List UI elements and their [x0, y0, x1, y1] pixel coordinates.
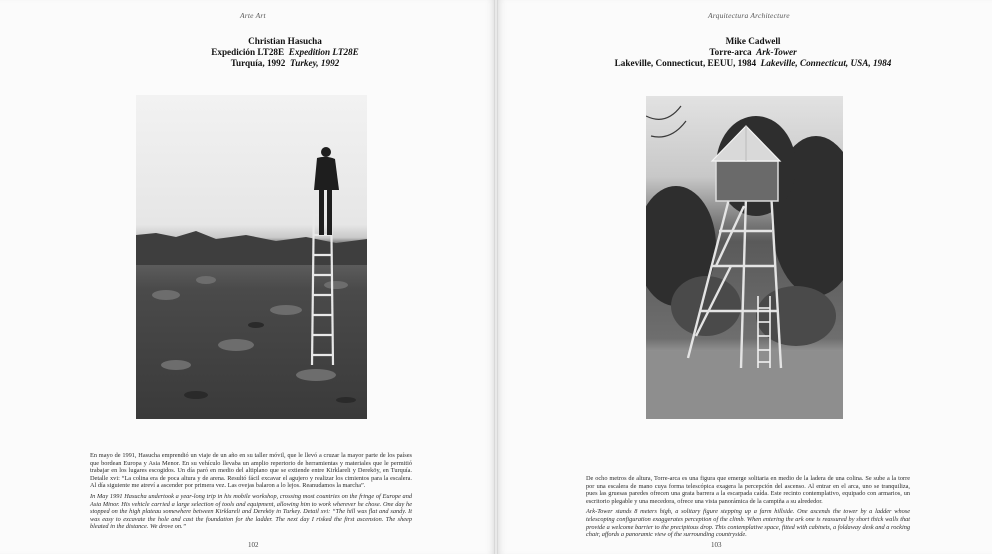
work-title-en: Expedition LT28E	[288, 47, 359, 57]
text-english: Ark-Tower stands 8 meters high, a solitary figure stepping up a farm hillside. One ascends the tower by a ladder whose telescoping configuration exaggerates perception of the climb. When entering the ark one is reassured by short thick walls that provide a welcome barrier to the precipitous drop. This contemplative space, fitted with cabinets, a foldaway desk and a rocking chair, affords a panoramic view of the surrounding countryside.	[586, 508, 910, 539]
page-number: 103	[711, 541, 722, 549]
running-head: Arquitectura Architecture	[708, 11, 790, 20]
photo-caption	[100, 36, 470, 69]
photo-ark-tower	[646, 96, 843, 419]
body-text	[90, 452, 412, 531]
artist-name: Christian Hasucha	[248, 36, 322, 46]
text-english: In May 1991 Hasucha undertook a year-long trip in his mobile workshop, crossing most countries on the fringe of Europe and Asia Minor. His vehicle carried a large selection of tools and equipment, allowing him to work wherever he chose. One day he stopped on the high plateau somewhere between Kirklareli and Dereköy in Turkey. Detail xvi: “The hill was flat and sandy. It was easy to excavate the hole and cast the foundation for the ladder. The next day I risked the first ascension. The sheep bleated in the distance. We drove on.”	[90, 492, 412, 531]
left-page	[0, 0, 495, 554]
work-place-en: Lakeville, Connecticut, USA, 1984	[760, 58, 892, 68]
photo-caption	[578, 36, 928, 69]
work-place-en: Turkey, 1992	[289, 58, 340, 68]
body-text	[586, 475, 910, 539]
work-place-es: Lakeville, Connecticut, EEUU, 1984	[614, 58, 757, 68]
photo-man-on-ladder	[136, 95, 367, 419]
work-title-es: Expedición LT28E	[211, 47, 285, 57]
work-place	[578, 58, 928, 69]
text-spanish: En mayo de 1991, Hasucha emprendió un viaje de un año en su taller móvil, que le llevó a cruzar la mayor parte de los países que bordean Europa y Asia Menor. En su vehículo llevaba un amplio repertorio de herramientas y materiales que le permitió trabajar en los lugares escogidos. Un día paró en medio del altiplano que se extiende entre Kirklareli y Dereköy, en Turquía. Detalle xvi: “La colina era de poca altura y de arena. Resultó fácil excavar el agujero y realizar los cimientos para la escalera. Al día siguiente me atreví a ascender por primera vez. Las ovejas balaron a lo lejos. Reanudamos la marcha”.	[90, 452, 412, 490]
artist-name: Mike Cadwell	[725, 36, 781, 46]
right-page	[497, 0, 992, 554]
running-head: Arte Art	[240, 11, 266, 20]
work-title-en: Ark-Tower	[756, 47, 797, 57]
work-place-es: Turquía, 1992	[230, 58, 286, 68]
page-number: 102	[248, 541, 259, 549]
text-spanish: De ocho metros de altura, Torre-arca es una figura que emerge solitaria en medio de la ladera de una colina. Se sube a la torre por una escalera de mano cuya forma telescópica exagera la percepción del ascenso. Al entrar en el arca, uno se tranquiliza, pues las gruesas paredes ofrecen una grata barrera a la escarpada caída. Este recinto contemplativo, equipado con armarios, un escritorio plegable y una mecedora, ofrece una vista panorámica de la campiña a su alrededor.	[586, 475, 910, 505]
work-title	[578, 47, 928, 58]
work-place	[100, 58, 470, 69]
work-title	[100, 47, 470, 58]
work-title-es: Torre-arca	[709, 47, 752, 57]
